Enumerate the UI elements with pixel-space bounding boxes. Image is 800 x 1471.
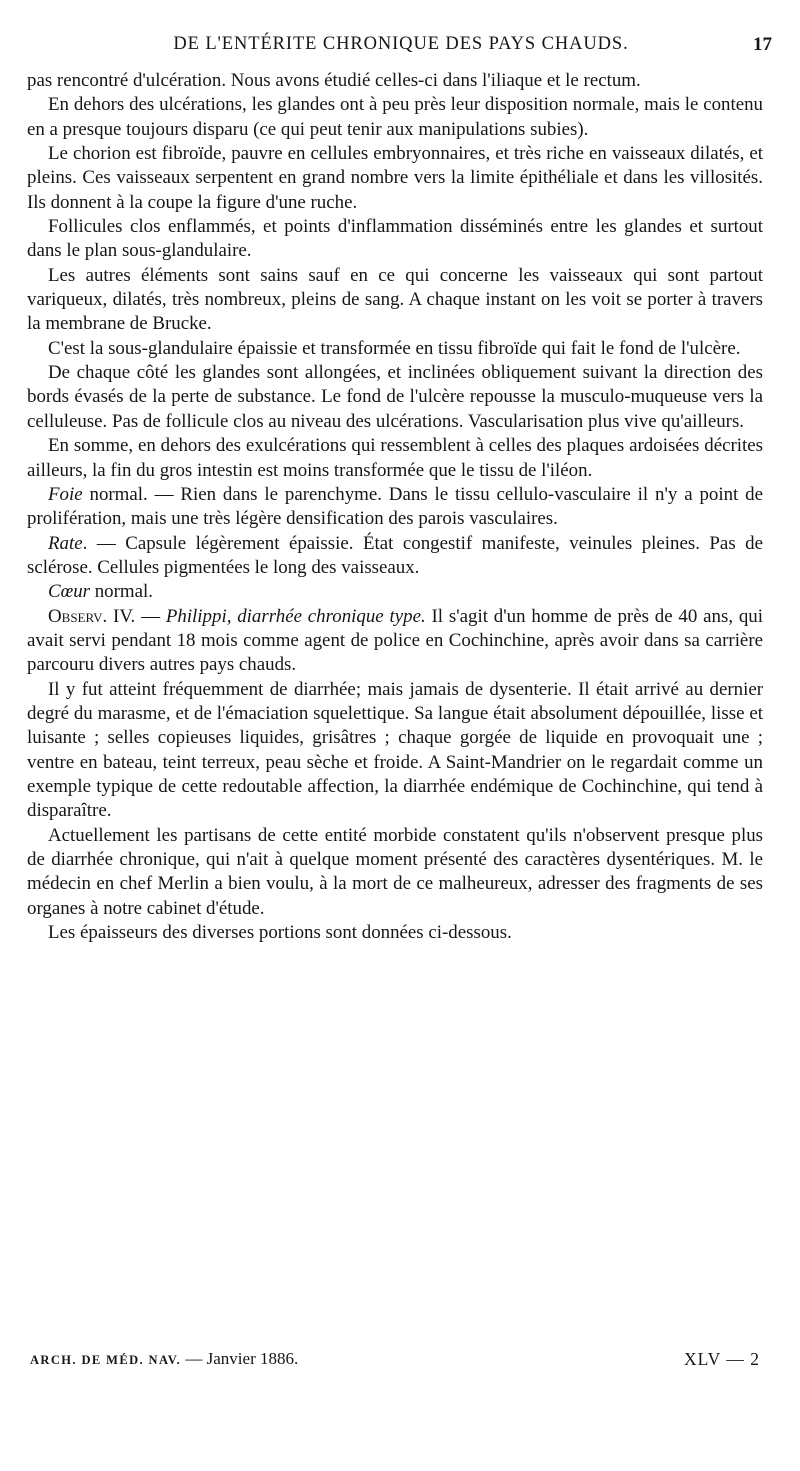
page-number: 17	[753, 34, 772, 55]
observation-label: Observ. IV.	[48, 605, 136, 627]
heart-text: normal.	[90, 581, 153, 603]
liver-label: Foie	[48, 483, 83, 505]
observation-title: Philippi, diarrhée chronique type.	[165, 605, 426, 627]
running-head	[30, 34, 772, 58]
liver-text: normal. — Rien dans le parenchyme. Dans le tissu cellulo-vasculaire il n'y a point de prolifération, mais une très légère densification des parois vasculaires.	[27, 483, 763, 530]
paragraph-heart	[27, 580, 763, 604]
paragraph-ulcer-base: C'est la sous-glandulaire épaissie et transformée en tissu fibroïde qui fait le fond de l'ulcère.	[48, 337, 741, 359]
paragraph-follicles: Follicules clos enflammés, et points d'inflammation disséminés entre les glandes et surtout dans le plan sous-glandulaire.	[27, 216, 763, 262]
running-title: DE L'ENTÉRITE CHRONIQUE DES PAYS CHAUDS.	[173, 34, 629, 54]
page-footer	[30, 1349, 760, 1373]
paragraph-partisans: Actuellement les partisans de cette entité morbide constatent qu'ils n'observent presque plus de diarrhée chronique, qui n'ait à quelque moment présenté des caractères dysentériques. M. le médecin en chef Merlin a bien voulu, à la mort de ce malheureux, adresser des fragments de ses organes à notre cabinet d'étude.	[27, 824, 763, 919]
paragraph-glands: En dehors des ulcérations, les glandes ont à peu près leur disposition normale, mais le contenu en a presque toujours disparu (ce qui peut tenir aux manipulations subies).	[27, 94, 763, 140]
paragraph-liver	[27, 483, 763, 532]
paragraph-chorion: Le chorion est fibroïde, pauvre en cellules embryonnaires, et très riche en vaisseaux dilatés, et pleins. Ces vaisseaux serpentent en grand nombre vers la limite épithéliale et dans les villosités. Ils donnent à la coupe la figure d'une ruche.	[27, 143, 763, 213]
paragraph-ulcer-glands: De chaque côté les glandes sont allongées, et inclinées obliquement suivant la direction des bords évasés de la perte de substance. Le fond de l'ulcère repousse la musculo-muqueuse vers la celluleuse. Pas de follicule clos au niveau des ulcérations. Vascularisation plus vive qu'ailleurs.	[27, 362, 763, 432]
paragraph-vessels: Les autres éléments sont sains sauf en ce qui concerne les vaisseaux qui sont partout variqueux, dilatés, très nombreux, pleins de sang. A chaque instant on les voit se porter à travers la membrane de Brucke.	[27, 264, 763, 335]
body-text	[27, 69, 763, 945]
footer-volume: XLV — 2	[683, 1349, 760, 1369]
observation-text: Il s'agit d'un homme de près de 40 ans, qui avait servi pendant 18 mois comme agent de police en Cochinchine, après avoir dans sa carrière parcouru divers autres pays chauds.	[27, 605, 763, 676]
footer-separator: —	[181, 1349, 207, 1368]
paragraph-thickness: Les épaisseurs des diverses portions sont données ci-dessous.	[48, 922, 512, 944]
spleen-label: Rate	[48, 532, 83, 554]
paragraph-continuation: pas rencontré d'ulcération. Nous avons étudié celles-ci dans l'iliaque et le rectum.	[27, 70, 641, 91]
observation-dash: —	[135, 605, 166, 627]
paragraph-summary: En somme, en dehors des exulcérations qui ressemblent à celles des plaques ardoisées décrites ailleurs, la fin du gros intestin est moins transformée que le tissu de l'iléon.	[27, 435, 763, 481]
footer-date: Janvier 1886.	[206, 1349, 299, 1368]
paragraph-observation	[27, 605, 763, 678]
paragraph-symptoms: Il y fut atteint fréquemment de diarrhée; mais jamais de dysenterie. Il était arrivé au dernier degré du marasme, et de l'émaciation squelettique. Sa langue était absolument dépouillée, lisse et luisante ; selles copieuses liquides, grisâtres ; chaque gorgée de liquide en provoquait une ; ventre en bateau, teint terreux, peau sèche et froide. A Saint-Mandrier on le regardait comme un exemple typique de cette redoutable affection, la diarrhée endémique de Cochinchine, qui tend à disparaître.	[27, 678, 763, 822]
footer-journal: ARCH. DE MÉD. NAV.	[30, 1353, 182, 1367]
spleen-text: . — Capsule légèrement épaissie. État congestif manifeste, veinules pleines. Pas de sclérose. Cellules pigmentées le long des vaisseaux.	[27, 532, 763, 578]
paragraph-spleen	[27, 532, 763, 581]
footer-citation	[30, 1349, 298, 1369]
heart-label: Cœur	[48, 581, 90, 603]
